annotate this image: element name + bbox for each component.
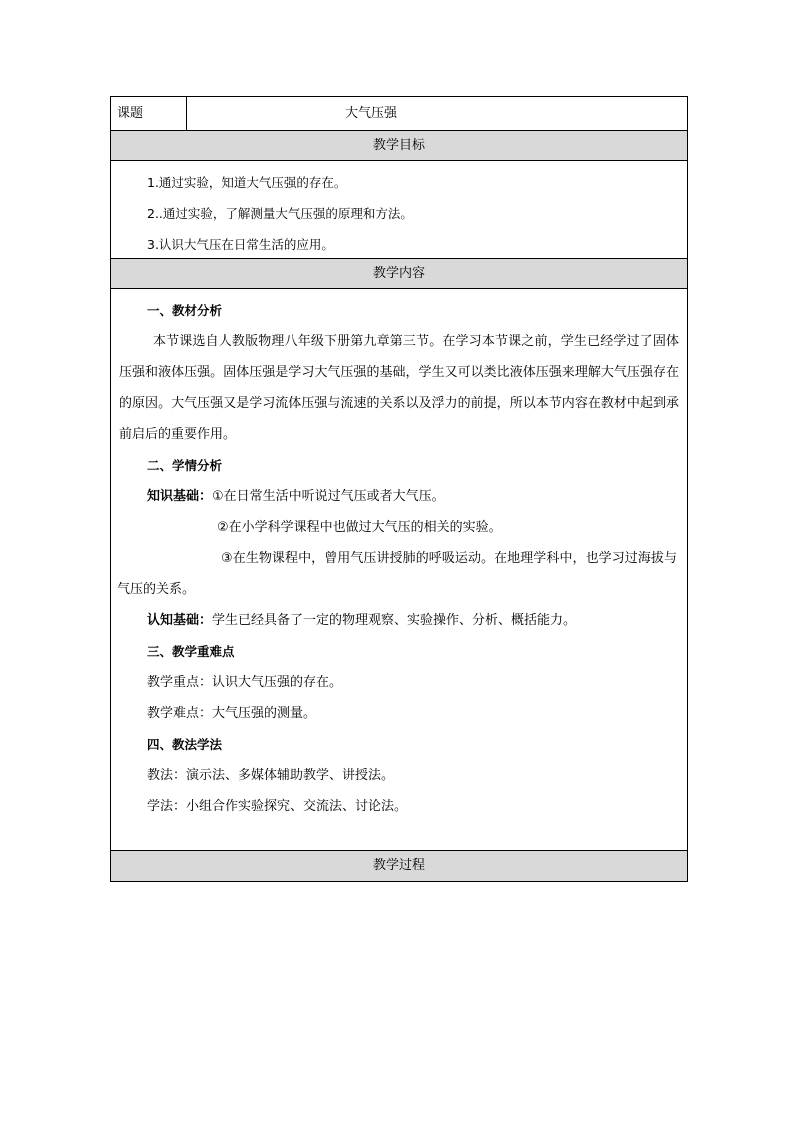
cognitive-label: 认知基础： xyxy=(147,613,213,628)
paragraph-text: 本节课选自人教版物理八年级下册第九章第三节。在学习本节课之前，学生已经学过了固体压强和液体压强。固体压强是学习大气压强的基础，学生又可以类比液体压强来理解大气压强存在的原因。大气压强又是学习流体压强与流速的关系以及浮力的前提，所以本节内容在教材中起到承前启后的重要作用。 xyxy=(119,334,679,442)
knowledge-label: 知识基础： xyxy=(147,489,213,504)
cognitive-line xyxy=(147,605,679,636)
section-heading-2: 二、学情分析 xyxy=(147,458,223,473)
goal-item: 3.认识大气压在日常生活的应用。 xyxy=(147,237,334,252)
textbook-analysis-paragraph xyxy=(119,326,687,450)
section-heading-1: 一、教材分析 xyxy=(147,303,223,318)
learning-method: 学法：小组合作实验探究、交流法、讨论法。 xyxy=(147,799,408,814)
goal-item: 2..通过实验，了解测量大气压强的原理和方法。 xyxy=(147,206,413,221)
section-heading-3: 三、教学重难点 xyxy=(147,644,235,659)
difficult-point: 教学难点：大气压强的测量。 xyxy=(147,706,317,721)
content-header: 教学内容 xyxy=(111,259,687,289)
knowledge-line-1 xyxy=(147,481,679,512)
goals-header: 教学目标 xyxy=(111,131,687,161)
goals-section xyxy=(111,161,687,259)
lesson-title: 大气压强 xyxy=(345,106,398,121)
process-header: 教学过程 xyxy=(111,851,687,881)
section-heading-4: 四、教法学法 xyxy=(147,737,223,752)
knowledge-line-2: ②在小学科学课程中也做过大气压的相关的实验。 xyxy=(217,520,502,535)
content-section xyxy=(111,289,687,851)
title-row xyxy=(111,97,687,131)
knowledge-item: ①在日常生活中听说过气压或者大气压。 xyxy=(212,489,445,504)
teaching-method: 教法：演示法、多媒体辅助教学、讲授法。 xyxy=(147,768,395,783)
cognitive-text: 学生已经具备了一定的物理观察、实验操作、分析、概括能力。 xyxy=(212,613,577,628)
lesson-plan-table xyxy=(110,96,688,882)
knowledge-item: ③在生物课程中，曾用气压讲授肺的呼吸运动。在地理学科中，也学习过海拔与气压的关系。 xyxy=(117,551,677,597)
key-point: 教学重点：认识大气压强的存在。 xyxy=(147,675,343,690)
goal-item: 1.通过实验，知道大气压强的存在。 xyxy=(147,175,347,190)
title-label: 课题 xyxy=(111,97,187,130)
knowledge-line-3 xyxy=(117,543,685,605)
